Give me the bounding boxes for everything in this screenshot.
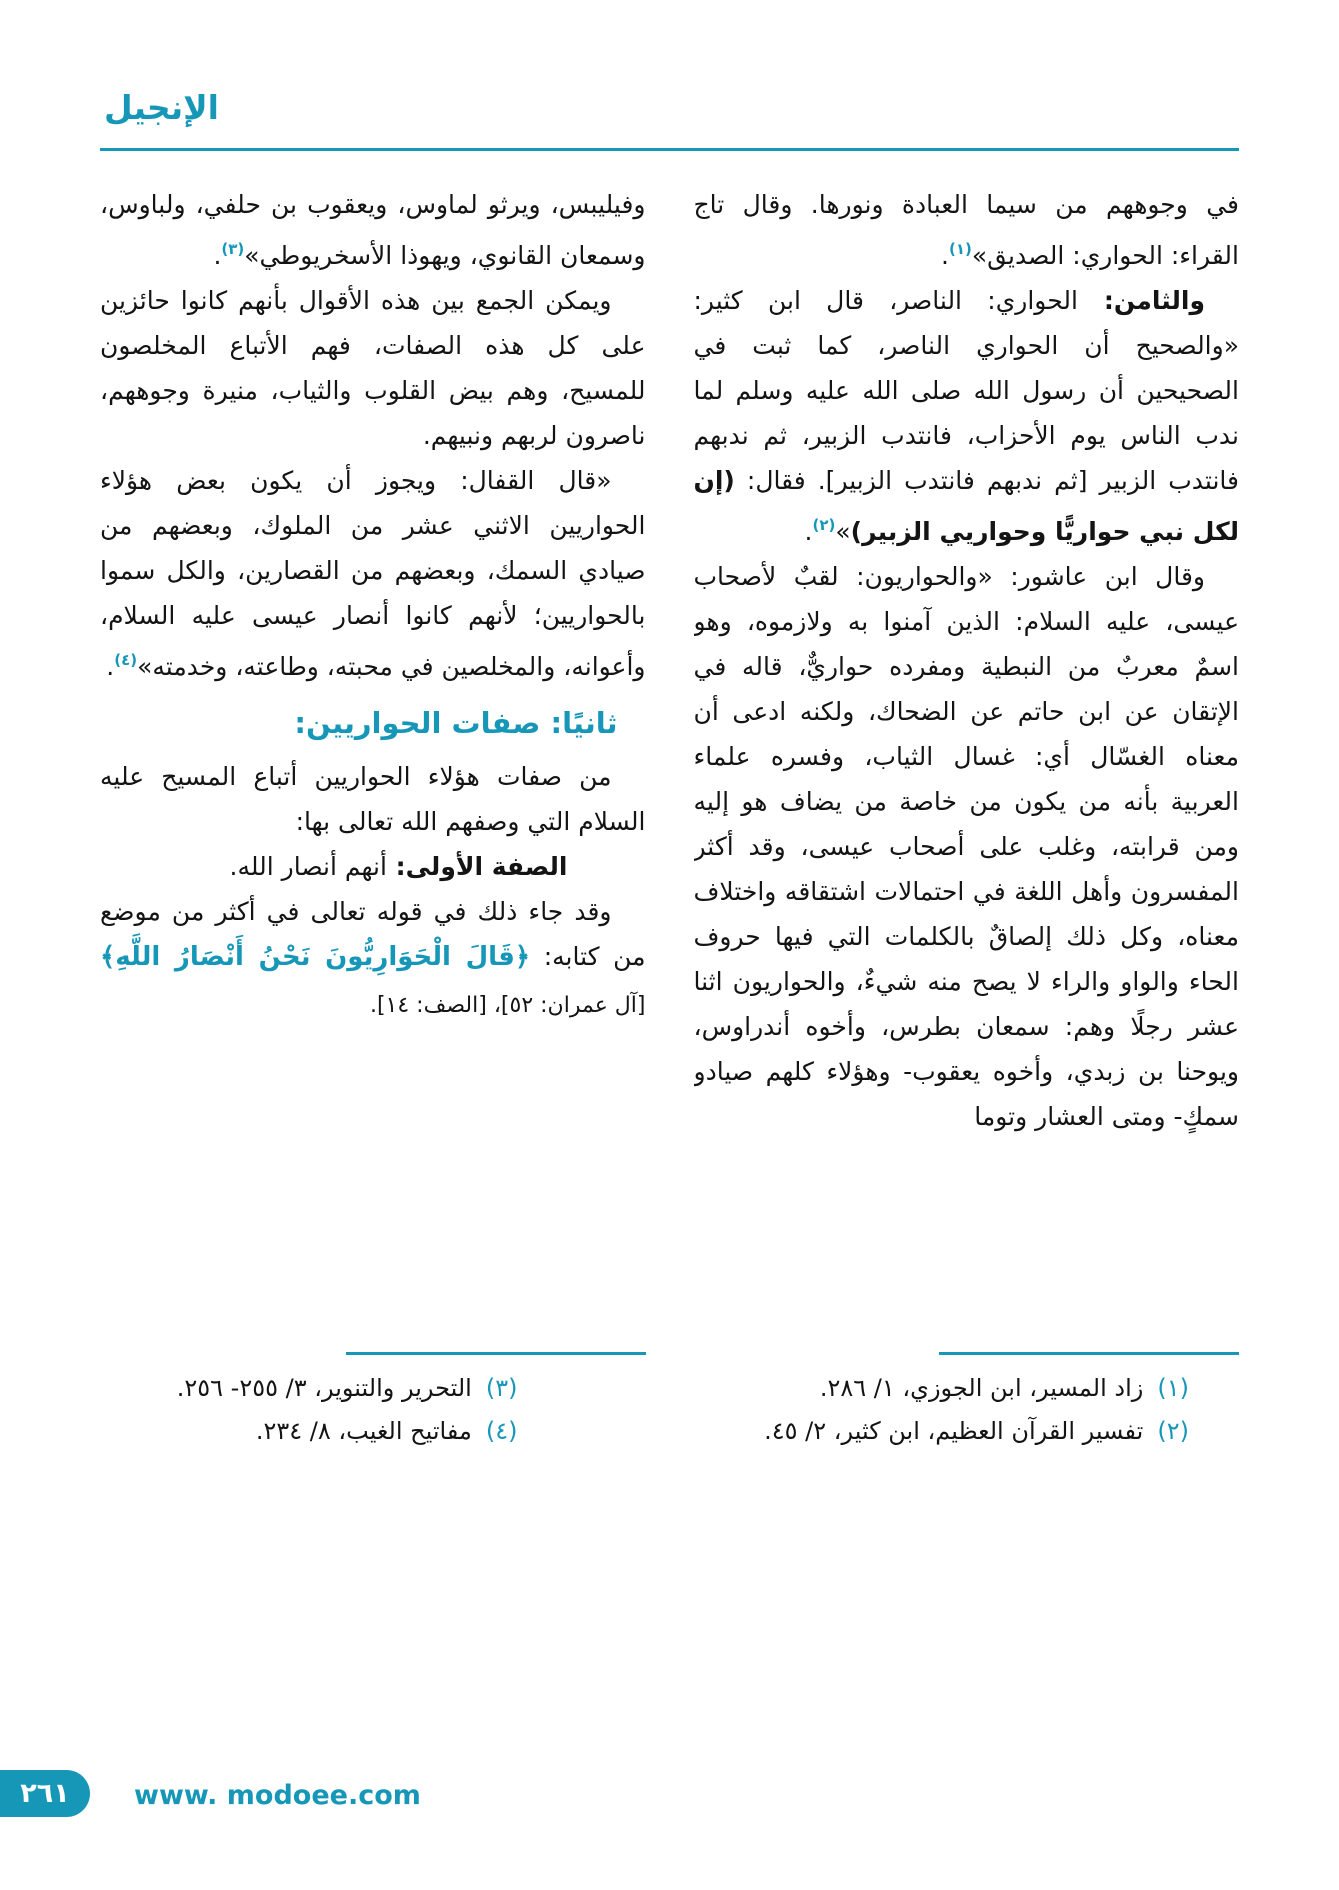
footnote-text: زاد المسير، ابن الجوزي، ١/ ٢٨٦.	[819, 1373, 1144, 1402]
text-run: .	[106, 652, 115, 681]
text-run: (إن لكل نبي حواريًّا وحواريي الزبير)	[693, 466, 1239, 546]
footnotes-area	[100, 1352, 1239, 1453]
text-run: »	[835, 517, 851, 546]
footnote-text: تفسير القرآن العظيم، ابن كثير، ٢/ ٤٥.	[764, 1416, 1144, 1445]
column-left	[100, 182, 646, 1348]
paragraph	[100, 278, 646, 458]
text-run: .	[804, 517, 813, 546]
footnote	[100, 1410, 518, 1453]
footnote	[694, 1367, 1190, 1410]
footnotes-left-block	[100, 1352, 646, 1453]
footnote-separator-rule	[939, 1352, 1239, 1355]
footnotes-right-block	[694, 1352, 1240, 1453]
text-run: ويمكن الجمع بين هذه الأقوال بأنهم كانوا حائزين على كل هذه الصفات، فهم الأتباع المخلصون للمسيح، وهم بيض القلوب والثياب، منيرة وجوههم، ناصرون لربهم ونبيهم.	[100, 286, 646, 450]
text-run: «قال القفال: ويجوز أن يكون بعض هؤلاء الحواريين الاثني عشر من الملوك، وبعضهم من صيادي السمك، وبعضهم من القصارين، والكل سموا بالحواريين؛ لأنهم كانوا أنصار عيسى عليه السلام، وأعوانه، والمخلصين في محبته، وطاعته، وخدمته»	[100, 466, 646, 681]
footnote-number: (٣)	[485, 1373, 518, 1402]
quran-verse: ﴿قَالَ الْحَوَارِيُّونَ نَحْنُ أَنْصَارُ اللَّهِ﴾	[100, 942, 531, 972]
footnote-ref-marker: (٢)	[812, 516, 836, 534]
paragraph	[100, 754, 646, 844]
footnote	[694, 1410, 1190, 1453]
paragraph	[694, 554, 1240, 1139]
footnotes-left-list	[100, 1367, 646, 1453]
footnote-separator-rule	[346, 1352, 646, 1355]
paragraph	[100, 182, 646, 278]
text-run: وفيليبس، ويرثو لماوس، ويعقوب بن حلفي، ولباوس، وسمعان القانوي، ويهوذا الأسخريوطي»	[100, 190, 646, 270]
text-run: في وجوههم من سيما العبادة ونورها. وقال تاج القراء: الحواري: الصديق»	[693, 190, 1239, 270]
paragraph	[694, 278, 1240, 554]
footnote-ref-marker: (١)	[949, 240, 972, 258]
text-run: وقال ابن عاشور: «والحواريون: لقبٌ لأصحاب عيسى، عليه السلام: الذين آمنوا به ولازموه، وهو اسمٌ معربٌ من النبطية ومفرده حواريٌّ، قاله في الإتقان عن ابن حاتم عن الضحاك، ولكنه ادعى أن معناه الغسّال أي: غسال الثياب، وفسره علماء العربية بأنه من يكون من خاصة من يضاف هو إليه ومن قرابته، وغلب على أصحاب عيسى، وقد أكثر المفسرون وأهل اللغة في احتمالات اشتقاقه واختلاف معناه، وكل ذلك إلصاقٌ بالكلمات التي فيها حروف الحاء والواو والراء لا يصح منه شيءٌ، والحواريون اثنا عشر رجلًا وهم: سمعان بطرس، وأخوه أندراوس، ويوحنا بن زبدي، وأخوه يعقوب- وهؤلاء كلهم صيادو سمكٍ- ومتى العشار وتوما	[693, 562, 1239, 1131]
text-run: والثامن:	[1077, 286, 1205, 315]
paragraph	[100, 844, 646, 889]
footnote-text: التحرير والتنوير، ٣/ ٢٥٥- ٢٥٦.	[176, 1373, 472, 1402]
header-rule	[100, 148, 1239, 151]
footnote-number: (١)	[1157, 1373, 1189, 1402]
section-heading	[100, 701, 646, 746]
footnote-ref-marker: (٤)	[114, 651, 138, 669]
text-run: من صفات هؤلاء الحواريين أتباع المسيح عليه السلام التي وصفهم الله تعالى بها:	[100, 762, 646, 836]
paragraph	[100, 458, 646, 689]
footnotes-right-list	[694, 1367, 1240, 1453]
paragraph	[100, 889, 646, 1028]
text-run: الحواري: الناصر، قال ابن كثير: «والصحيح أن الحواري الناصر، كما ثبت في الصحيحين أن رسول الله صلى الله عليه وسلم لما ندب الناس يوم الأحزاب، فانتدب الزبير، ثم ندبهم فانتدب الزبير [ثم ندبهم فانتدب الزبير]. فقال:	[693, 286, 1239, 495]
page-number: ٢٦١	[20, 1778, 70, 1809]
text-run: .	[213, 241, 222, 270]
text-run: وقد جاء ذلك في قوله تعالى في أكثر من موضع من كتابه:	[100, 897, 646, 971]
footnote-number: (٤)	[485, 1416, 518, 1445]
text-run: الصفة الأولى:	[386, 852, 568, 881]
footnote-ref-marker: (٣)	[221, 240, 245, 258]
text-run: [آل عمران: ٥٢]، [الصف: ١٤].	[369, 993, 646, 1018]
text-run: .	[941, 241, 949, 270]
publisher-website-text: www. modoee.com	[134, 1780, 421, 1811]
text-columns	[100, 182, 1239, 1348]
text-run: أنهم أنصار الله.	[229, 852, 387, 881]
column-right	[694, 182, 1240, 1348]
text-run: ثانيًا: صفات الحواريين:	[294, 706, 618, 740]
footnote	[100, 1367, 518, 1410]
footnote-number: (٢)	[1157, 1416, 1189, 1445]
footnote-text: مفاتيح الغيب، ٨/ ٢٣٤.	[255, 1416, 472, 1445]
page-number-badge	[0, 1770, 90, 1817]
running-header-title: الإنجيل	[104, 88, 219, 127]
paragraph	[694, 182, 1240, 278]
